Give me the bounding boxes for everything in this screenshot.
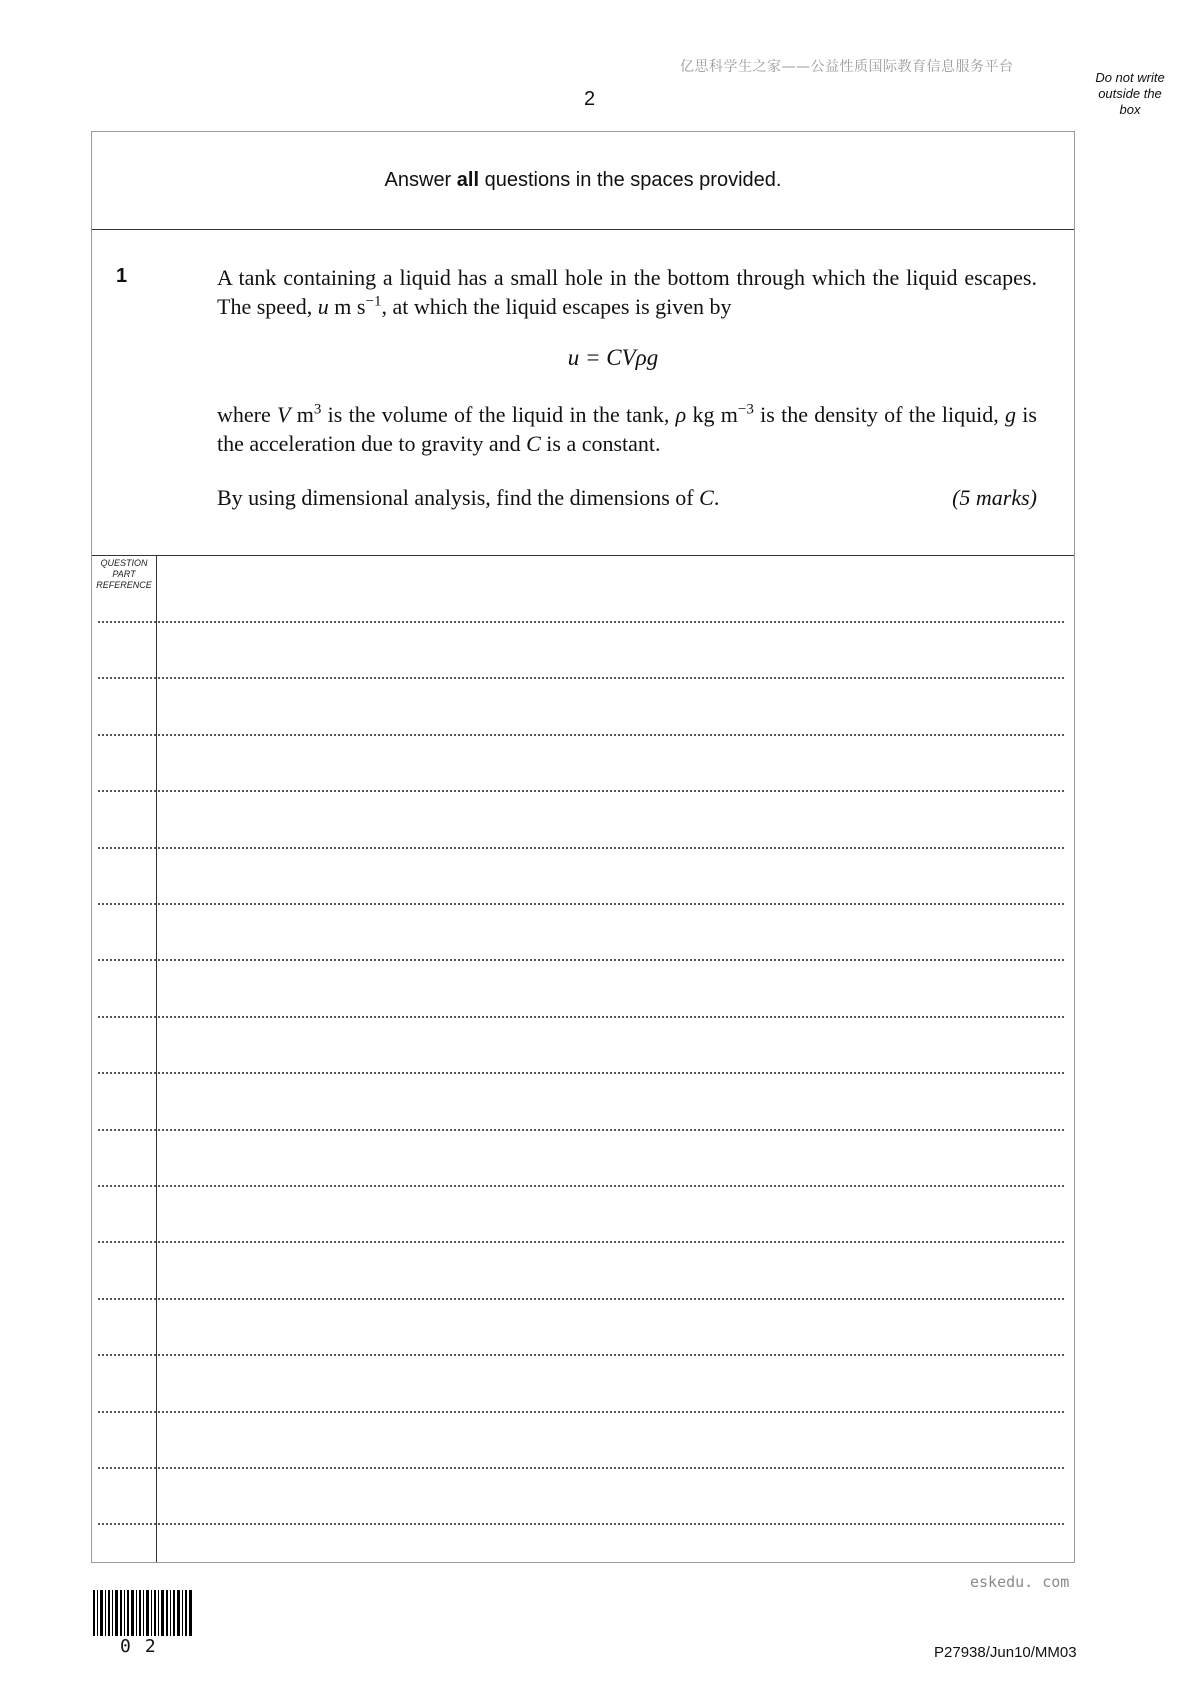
site-mark: eskedu. com [970, 1573, 1070, 1591]
barcode-digits: 02 [120, 1636, 170, 1657]
answer-line[interactable] [98, 1072, 1064, 1074]
answer-line[interactable] [98, 1354, 1064, 1356]
margin-note: Do not write outside the box [1095, 70, 1165, 117]
page-number: 2 [584, 88, 596, 110]
answer-line[interactable] [98, 847, 1064, 849]
answer-area[interactable] [92, 555, 1074, 1562]
equation: u = CVρg [567, 345, 659, 370]
answer-line[interactable] [98, 1467, 1064, 1469]
answer-line[interactable] [98, 959, 1064, 961]
answer-box-frame [91, 131, 1075, 1563]
answer-line[interactable] [98, 1411, 1064, 1413]
question-part-reference-label: QUESTION PART REFERENCE [96, 558, 152, 590]
question-task: By using dimensional analysis, find the dimensions of C. (5 marks) [217, 485, 1037, 510]
answer-line[interactable] [98, 734, 1064, 736]
question-number: 1 [116, 265, 128, 287]
barcode [93, 1590, 193, 1636]
answer-line[interactable] [98, 1241, 1064, 1243]
watermark-text: 亿思科学生之家——公益性质国际教育信息服务平台 [680, 59, 1014, 75]
answer-line[interactable] [98, 903, 1064, 905]
paper-code: P27938/Jun10/MM03 [934, 1644, 1077, 1661]
answer-line[interactable] [98, 790, 1064, 792]
marks-label: (5 marks) [952, 485, 1037, 510]
question-1 [92, 229, 1074, 556]
answer-line[interactable] [98, 1523, 1064, 1525]
answer-line[interactable] [98, 1016, 1064, 1018]
question-definitions: where V $m^3$ is the volume of the liquid in the tank, ρ kg $m^{-3}$ is the density of the liquid, g is the acceleration due to gravity and C is a constant. [217, 401, 1037, 456]
question-stem: A tank containing a liquid has a small hole in the bottom through which the liquid escapes. The speed, u m $s^{-1}$, at which the liquid escapes is given by [217, 265, 1037, 319]
answer-line[interactable] [98, 1129, 1064, 1131]
instruction-text: Answer all questions in the spaces provided. [384, 169, 782, 191]
instruction-banner [92, 132, 1074, 230]
answer-line[interactable] [98, 621, 1064, 623]
answer-line[interactable] [98, 1185, 1064, 1187]
answer-line[interactable] [98, 1298, 1064, 1300]
answer-line[interactable] [98, 677, 1064, 679]
